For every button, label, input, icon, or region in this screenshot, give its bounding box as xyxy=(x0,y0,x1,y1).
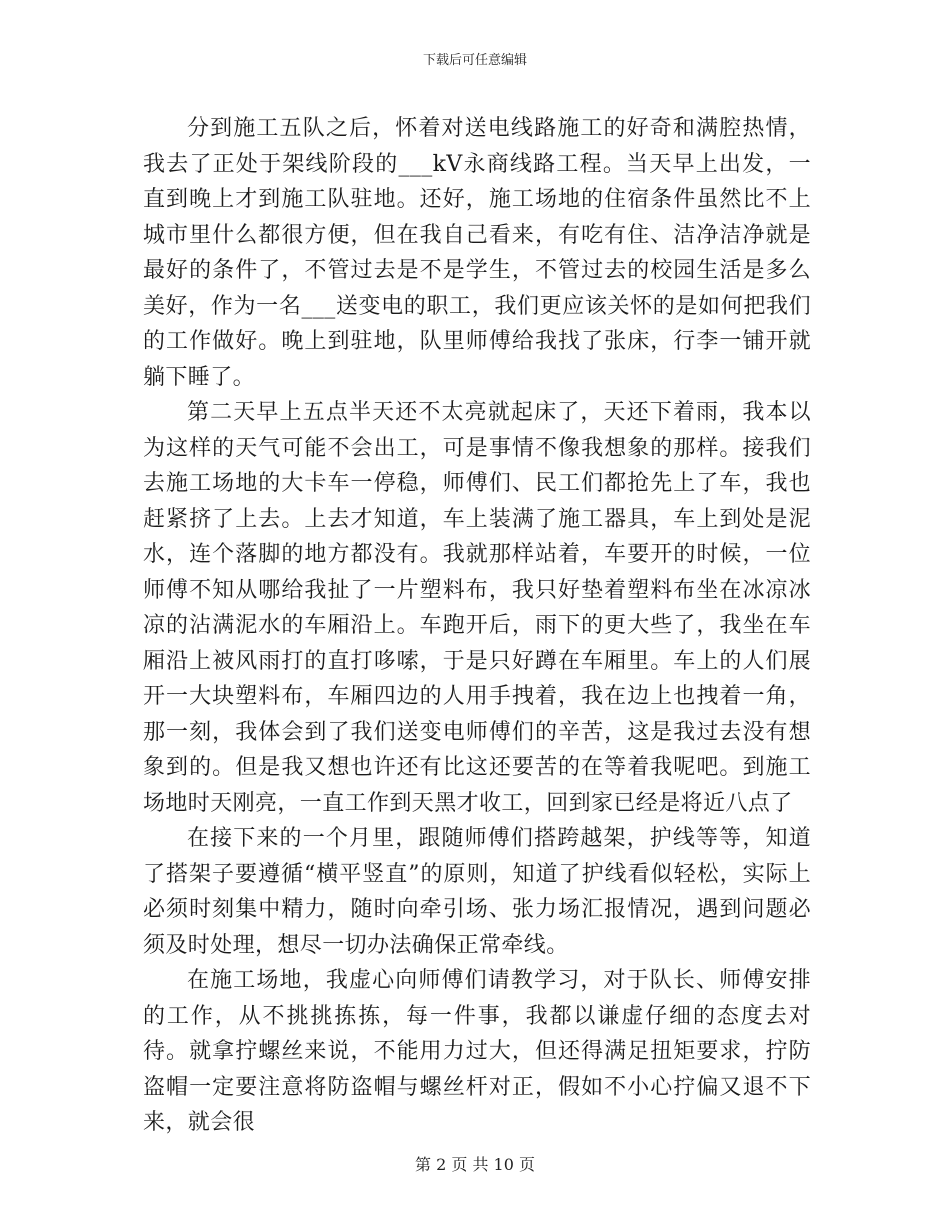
paragraph-1: 分到施工五队之后，怀着对送电线路施工的好奇和满腔热情，我去了正处于架线阶段的___kV永商线路工程。当天早上出发，一直到晚上才到施工队驻地。还好，施工场地的住宿条件虽然比不上城市里什么都很方便，但在我自己看来，有吃有住、洁净洁净就是最好的条件了，不管过去是不是学生，不管过去的校园生活是多么美好，作为一名___送变电的职工，我们更应该关怀的是如何把我们的工作做好。晚上到驻地，队里师傅给我找了张床，行李一铺开就躺下睡了。 xyxy=(143,116,811,390)
paragraph-3: 在接下来的一个月里，跟随师傅们搭跨越架，护线等等，知道了搭架子要遵循“横平竖直”的原则，知道了护线看似轻松，实际上必须时刻集中精力，随时向牵引场、张力场汇报情况，遇到问题必须及时处理，想尽一切办法确保正常牵线。 xyxy=(143,826,811,958)
paragraph-2: 第二天早上五点半天还不太亮就起床了，天还下着雨，我本以为这样的天气可能不会出工，可是事情不像我想象的那样。接我们去施工场地的大卡车一停稳，师傅们、民工们都抢先上了车，我也赶紧挤了上去。上去才知道，车上装满了施工器具，车上到处是泥水，连个落脚的地方都没有。我就那样站着，车要开的时候，一位师傅不知从哪给我扯了一片塑料布，我只好垫着塑料布坐在冰凉冰凉的沾满泥水的车厢沿上。车跑开后，雨下的更大些了，我坐在车厢沿上被风雨打的直打哆嗦，于是只好蹲在车厢里。车上的人们展开一大块塑料布，车厢四边的人用手拽着，我在边上也拽着一角，那一刻，我体会到了我们送变电师傅们的辛苦，这是我过去没有想象到的。但是我又想也许还有比这还要苦的在等着我呢吧。到施工场地时天刚亮，一直工作到天黑才收工，回到家已经是将近八点了 xyxy=(143,400,811,816)
document-body xyxy=(143,111,811,1141)
page-header-note: 下载后可任意编辑 xyxy=(422,53,527,68)
paragraph-4: 在施工场地，我虚心向师傅们请教学习，对于队长、师傅安排的工作，从不挑挑拣拣，每一件事，我都以谦虚仔细的态度去对待。就拿拧螺丝来说，不能用力过大，但还得满足扭矩要求，拧防盗帽一定要注意将防盗帽与螺丝杆对正，假如不小心拧偏又退不下来，就会很 xyxy=(143,968,811,1135)
page-number-footer: 第 2 页 共 10 页 xyxy=(415,1155,535,1174)
